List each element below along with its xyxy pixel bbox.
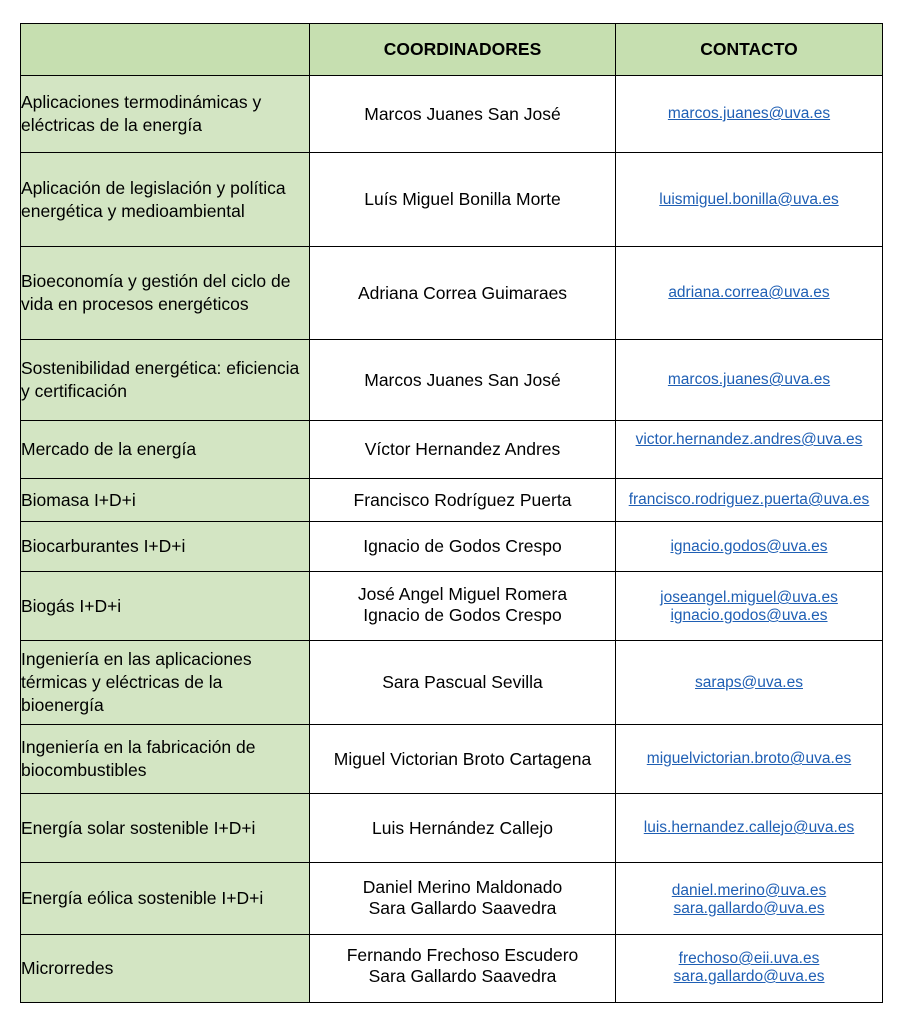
- area-cell: Biogás I+D+i: [21, 572, 310, 641]
- area-cell: Aplicaciones termodinámicas y eléctricas de la energía: [21, 76, 310, 153]
- contact-cell: [616, 863, 883, 935]
- email-link[interactable]: adriana.correa@uva.es: [668, 284, 830, 301]
- email-link[interactable]: daniel.merino@uva.es: [671, 881, 827, 899]
- area-cell: Biocarburantes I+D+i: [21, 522, 310, 572]
- contact-cell: [616, 935, 883, 1003]
- coordinator-cell: Marcos Juanes San José: [310, 76, 616, 153]
- coordinator-name: José Angel Miguel Romera: [357, 584, 568, 604]
- coordinator-cell: Víctor Hernandez Andres: [310, 421, 616, 479]
- table-row: [21, 725, 883, 794]
- email-link[interactable]: marcos.juanes@uva.es: [667, 105, 831, 122]
- email-link[interactable]: luis.hernandez.callejo@uva.es: [643, 819, 855, 836]
- area-cell: Ingeniería en las aplicaciones térmicas y eléctricas de la bioenergía: [21, 641, 310, 725]
- contact-cell: [616, 522, 883, 572]
- area-cell: Sostenibilidad energética: eficiencia y certificación: [21, 340, 310, 421]
- email-link[interactable]: ignacio.godos@uva.es: [670, 537, 828, 555]
- area-cell: Energía eólica sostenible I+D+i: [21, 863, 310, 935]
- coordinator-name: Sara Gallardo Saavedra: [368, 897, 557, 918]
- coordinator-cell: Francisco Rodríguez Puerta: [310, 479, 616, 522]
- coordinator-cell: Luís Miguel Bonilla Morte: [310, 153, 616, 247]
- email-link[interactable]: marcos.juanes@uva.es: [667, 371, 831, 388]
- table-row: [21, 641, 883, 725]
- coordinators-table: [20, 23, 883, 1003]
- coordinator-cell: Miguel Victorian Broto Cartagena: [310, 725, 616, 794]
- contact-cell: [616, 572, 883, 641]
- contact-cell: [616, 794, 883, 863]
- contact-cell: [616, 641, 883, 725]
- area-cell: Mercado de la energía: [21, 421, 310, 479]
- email-link[interactable]: ignacio.godos@uva.es: [670, 607, 828, 624]
- area-cell: Ingeniería en la fabricación de biocombustibles: [21, 725, 310, 794]
- coordinator-cell: Luis Hernández Callejo: [310, 794, 616, 863]
- header-coordinators: COORDINADORES: [310, 24, 616, 76]
- contact-cell: [616, 76, 883, 153]
- coordinator-name: Daniel Merino Maldonado: [362, 876, 563, 897]
- table-row: [21, 247, 883, 340]
- coordinator-cell: Sara Pascual Sevilla: [310, 641, 616, 725]
- email-link[interactable]: miguelvictorian.broto@uva.es: [646, 750, 852, 767]
- email-link[interactable]: luismiguel.bonilla@uva.es: [659, 190, 839, 208]
- email-link[interactable]: sara.gallardo@uva.es: [673, 968, 825, 985]
- table-row: [21, 572, 883, 641]
- contact-cell: [616, 479, 883, 522]
- email-link[interactable]: sara.gallardo@uva.es: [673, 899, 825, 917]
- coordinator-cell: Adriana Correa Guimaraes: [310, 247, 616, 340]
- area-cell: Energía solar sostenible I+D+i: [21, 794, 310, 863]
- coordinator-name: Ignacio de Godos Crespo: [363, 605, 562, 625]
- coordinator-cell: [310, 572, 616, 641]
- coordinator-cell: [310, 863, 616, 935]
- coordinator-name: Sara Gallardo Saavedra: [368, 965, 557, 986]
- contact-cell: [616, 340, 883, 421]
- table-row: [21, 935, 883, 1003]
- coordinator-cell: Ignacio de Godos Crespo: [310, 522, 616, 572]
- table-row: [21, 863, 883, 935]
- table-row: [21, 479, 883, 522]
- contact-cell: [616, 725, 883, 794]
- email-link[interactable]: victor.hernandez.andres@uva.es: [635, 431, 863, 448]
- table-row: [21, 522, 883, 572]
- contact-cell: [616, 247, 883, 340]
- header-contact: CONTACTO: [616, 24, 883, 76]
- area-cell: Biomasa I+D+i: [21, 479, 310, 522]
- table-row: [21, 153, 883, 247]
- email-link[interactable]: frechoso@eii.uva.es: [678, 950, 820, 967]
- area-cell: Bioeconomía y gestión del ciclo de vida en procesos energéticos: [21, 247, 310, 340]
- email-link[interactable]: francisco.rodriguez.puerta@uva.es: [628, 491, 870, 508]
- coordinator-name: Fernando Frechoso Escudero: [346, 944, 579, 965]
- header-area: [21, 24, 310, 76]
- table-row: [21, 76, 883, 153]
- area-cell: Aplicación de legislación y política energética y medioambiental: [21, 153, 310, 247]
- coordinator-cell: Marcos Juanes San José: [310, 340, 616, 421]
- table-row: [21, 794, 883, 863]
- table-row: [21, 421, 883, 479]
- header-row: [21, 24, 883, 76]
- contact-cell: [616, 153, 883, 247]
- email-link[interactable]: saraps@uva.es: [695, 673, 803, 691]
- email-link[interactable]: joseangel.miguel@uva.es: [660, 589, 838, 606]
- area-cell: Microrredes: [21, 935, 310, 1003]
- table-row: [21, 340, 883, 421]
- contact-cell: [616, 421, 883, 479]
- coordinator-cell: [310, 935, 616, 1003]
